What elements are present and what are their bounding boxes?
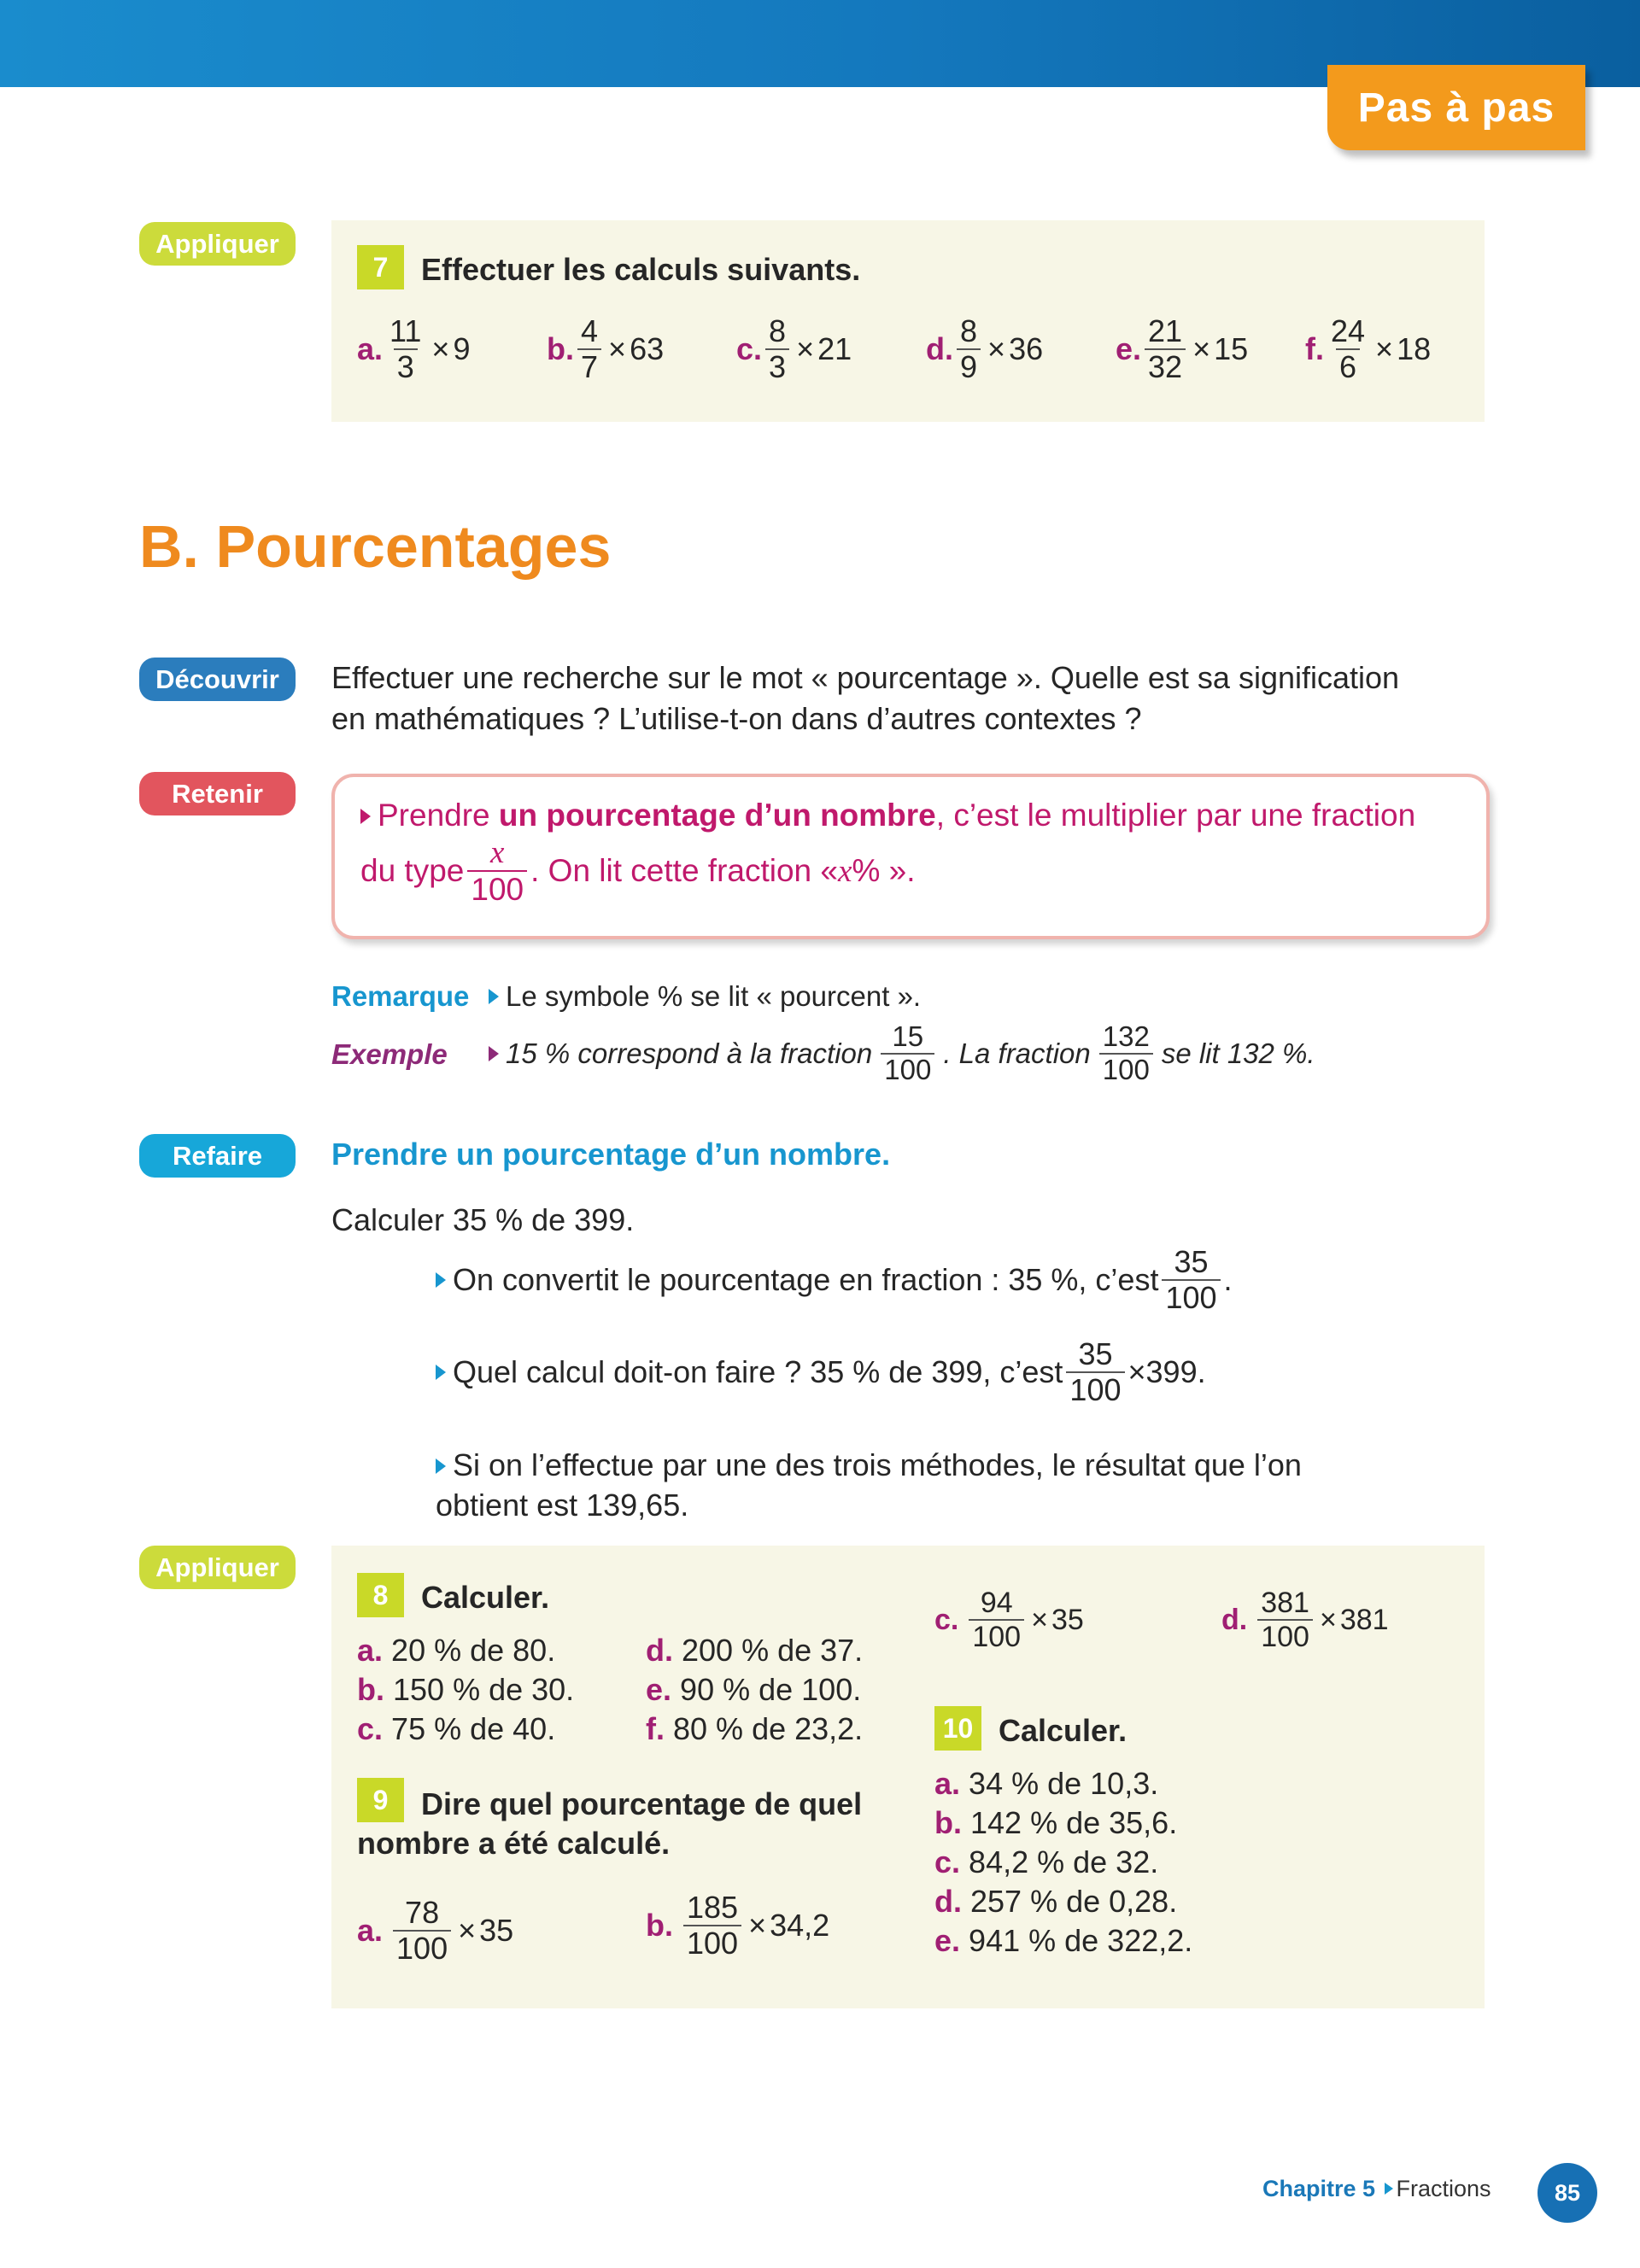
item-text: 80 % de 23,2. [673,1711,864,1746]
ex8-item [357,1672,574,1708]
ex7-item-f [1305,314,1431,385]
decouvrir-line-1: Effectuer une recherche sur le mot « pourcentage ». Quelle est sa signification [331,660,1400,695]
times-sign: × [1128,1354,1146,1390]
ex7-item-d [926,314,1043,385]
denominator: 6 [1336,348,1360,384]
item-label: d. [646,1633,673,1668]
numerator: 35 [1078,1336,1113,1371]
bullet-triangle-icon [360,809,371,824]
retenir-keyword: un pourcentage d’un nombre [498,798,936,833]
exercises-8-10-box [331,1546,1485,2008]
denominator: 7 [577,348,601,384]
item-label: a. [357,1913,384,1949]
times-sign: × [1319,1603,1337,1636]
variable: x [838,853,852,889]
exercise-number: 7 [357,245,404,289]
step-text: Quel calcul doit-on faire ? 35 % de 399, c’est [453,1354,1063,1390]
fraction [577,314,601,385]
denominator: 100 [1099,1053,1153,1086]
factor: 9 [453,331,471,367]
item-label: e. [934,1923,961,1958]
factor: 34,2 [770,1908,830,1944]
ex8-item [357,1711,574,1747]
ex8-item [646,1711,863,1747]
ex8-right-column [646,1633,863,1747]
item-label: c. [357,1711,384,1746]
exercise-title: Calculer. [999,1713,1128,1748]
denominator: 100 [467,870,527,907]
exemple-label: Exemple [331,1038,448,1070]
denominator: 3 [394,348,418,384]
exercise-title: Calculer. [421,1580,550,1615]
factor: 36 [1009,331,1044,367]
refaire-intro: Calculer 35 % de 399. [331,1202,635,1237]
ex8-item [357,1633,574,1669]
factor: 18 [1397,331,1432,367]
denominator: 9 [957,348,981,384]
refaire-step-3 [436,1445,1302,1525]
item-label: e. [1116,331,1142,367]
factor: 15 [1214,331,1249,367]
item-text: 90 % de 100. [680,1672,862,1707]
bullet-triangle-icon [436,1365,446,1380]
retenir-text: , c’est le multiplier par une fraction [935,798,1416,833]
numerator: 185 [687,1890,739,1925]
numerator: 8 [960,313,978,348]
numerator: 15 [892,1020,924,1052]
fraction [1145,314,1186,385]
factor: 35 [1051,1603,1084,1636]
refaire-step-1 [436,1245,1233,1316]
remarque-text [489,980,921,1013]
bullet-triangle-icon [436,1458,446,1474]
ex10-list [934,1766,1192,1959]
exercise-number: 10 [934,1706,981,1751]
times-sign: × [796,331,815,367]
step-text: obtient est 139,65. [436,1488,689,1523]
exercise-title: Effectuer les calculs suivants. [421,252,861,287]
numerator: 21 [1148,313,1183,348]
denominator: 100 [881,1053,934,1086]
fraction [393,1896,451,1967]
numerator: 381 [1261,1587,1309,1619]
ex8-item [646,1633,863,1669]
footer-breadcrumb [1262,2176,1491,2202]
times-sign: × [748,1908,767,1944]
exercise-title [357,1785,862,1863]
fraction [1257,1587,1313,1653]
tag-decouvrir: Découvrir [139,658,296,701]
fraction [1066,1337,1124,1408]
ex10-item [934,1923,1192,1959]
ex9-item-a [357,1896,513,1967]
item-text: 150 % de 30. [393,1672,575,1707]
item-label: c. [736,331,763,367]
decouvrir-line-2: en mathématiques ? L’utilise-t-on dans d’autres contextes ? [331,701,1142,736]
decouvrir-text [331,658,1399,739]
item-label: b. [357,1672,384,1707]
denominator: 100 [1066,1371,1124,1407]
remarque-label: Remarque [331,980,470,1012]
item-label: b. [934,1805,962,1840]
footer-chapter: Chapitre 5 [1262,2176,1376,2201]
bullet-triangle-icon [489,989,499,1004]
footer-topic: Fractions [1396,2176,1491,2201]
retenir-text: du type [360,853,465,889]
item-label: e. [646,1672,672,1707]
item-label: c. [934,1844,961,1879]
item-text: 257 % de 0,28. [970,1884,1178,1919]
item-label: f. [1305,331,1324,367]
item-text: 941 % de 322,2. [969,1923,1193,1958]
item-label: b. [547,331,574,367]
fraction [386,314,425,385]
pas-a-pas-badge: Pas à pas [1327,65,1585,150]
retenir-text: Prendre [378,798,499,833]
title-line: nombre a été calculé. [357,1826,671,1861]
section-heading: B. Pourcentages [139,513,612,580]
times-sign: × [1031,1603,1048,1636]
step-text: Si on l’effectue par une des trois méthodes, le résultat que l’on [453,1447,1302,1482]
exemple-body: . La fraction [943,1037,1091,1069]
ex10-item [934,1805,1192,1841]
retenir-text: . On lit cette fraction « [530,853,838,889]
tag-refaire: Refaire [139,1134,296,1178]
bullet-triangle-icon [436,1272,446,1288]
item-text: 200 % de 37. [682,1633,864,1668]
ex7-item-c [736,314,852,385]
denominator: 3 [765,348,789,384]
fraction [957,314,981,385]
factor: 381 [1339,1603,1389,1636]
numerator: 11 [390,313,422,348]
ex9-item-b [646,1891,829,1961]
times-sign: × [458,1913,477,1949]
item-label: d. [1221,1603,1248,1636]
tag-retenir: Retenir [139,772,296,815]
ex9-item-d [1221,1587,1389,1653]
retenir-line-2 [360,835,915,908]
chevron-right-icon [1385,2183,1393,2195]
item-label: f. [646,1711,665,1746]
fraction [467,835,527,908]
fraction [683,1891,741,1961]
exercise-7-box [331,220,1485,422]
tag-appliquer: Appliquer [139,1546,296,1589]
numerator: 35 [1174,1244,1209,1279]
numerator: x [490,835,505,870]
item-label: a. [357,331,384,367]
retenir-line-1 [360,798,1415,833]
ex10-item [934,1844,1192,1880]
fraction [881,1021,934,1086]
factor: 35 [479,1913,514,1949]
item-label: a. [934,1766,961,1801]
ex8-left-column [357,1633,574,1747]
item-label: c. [934,1603,959,1636]
step-text: 399. [1145,1354,1206,1390]
item-text: 142 % de 35,6. [970,1805,1178,1840]
ex8-item [646,1672,863,1708]
times-sign: × [431,331,450,367]
ex7-item-a [357,314,470,385]
denominator: 100 [1162,1279,1220,1315]
item-text: 84,2 % de 32. [969,1844,1159,1879]
numerator: 78 [405,1895,440,1930]
factor: 21 [817,331,852,367]
numerator: 4 [581,313,599,348]
retenir-box [331,774,1490,939]
numerator: 8 [769,313,787,348]
step-text: On convertit le pourcentage en fraction : 35 %, c’est [453,1262,1159,1298]
denominator: 100 [969,1619,1024,1653]
refaire-step-2 [436,1337,1206,1408]
bullet-triangle-icon [489,1046,499,1061]
ex10-item [934,1766,1192,1802]
item-label: d. [926,331,953,367]
remarque-body: Le symbole % se lit « pourcent ». [506,980,922,1012]
ex9-item-c [934,1587,1084,1653]
ex10-item [934,1884,1192,1920]
times-sign: × [987,331,1006,367]
item-text: 75 % de 40. [391,1711,556,1746]
times-sign: × [1192,331,1211,367]
page-number: 85 [1538,2163,1597,2223]
exercise-number: 9 [357,1778,404,1822]
item-label: d. [934,1884,962,1919]
item-text: 20 % de 80. [391,1633,556,1668]
denominator: 32 [1145,348,1186,384]
ex7-item-e [1116,314,1248,385]
fraction [969,1587,1024,1653]
denominator: 100 [1257,1619,1313,1653]
step-text: . [1223,1262,1233,1298]
fraction [1099,1021,1153,1086]
ex7-item-b [547,314,664,385]
refaire-title: Prendre un pourcentage d’un nombre. [331,1137,891,1172]
fraction [765,314,789,385]
retenir-text: % ». [852,853,916,889]
denominator: 100 [393,1930,451,1966]
factor: 63 [630,331,665,367]
exemple-body: se lit 132 %. [1161,1037,1315,1069]
numerator: 132 [1102,1020,1150,1052]
exemple-text [489,1021,1315,1086]
item-label: a. [357,1633,384,1668]
times-sign: × [1375,331,1394,367]
numerator: 24 [1331,313,1366,348]
numerator: 94 [980,1587,1013,1619]
fraction [1327,314,1368,385]
item-label: b. [646,1908,673,1944]
denominator: 100 [683,1925,741,1961]
item-text: 34 % de 10,3. [969,1766,1159,1801]
fraction [1162,1245,1220,1316]
tag-appliquer: Appliquer [139,222,296,266]
exemple-body: 15 % correspond à la fraction [506,1037,873,1069]
times-sign: × [608,331,627,367]
exercise-number: 8 [357,1573,404,1617]
title-line: Dire quel pourcentage de quel [421,1786,863,1821]
